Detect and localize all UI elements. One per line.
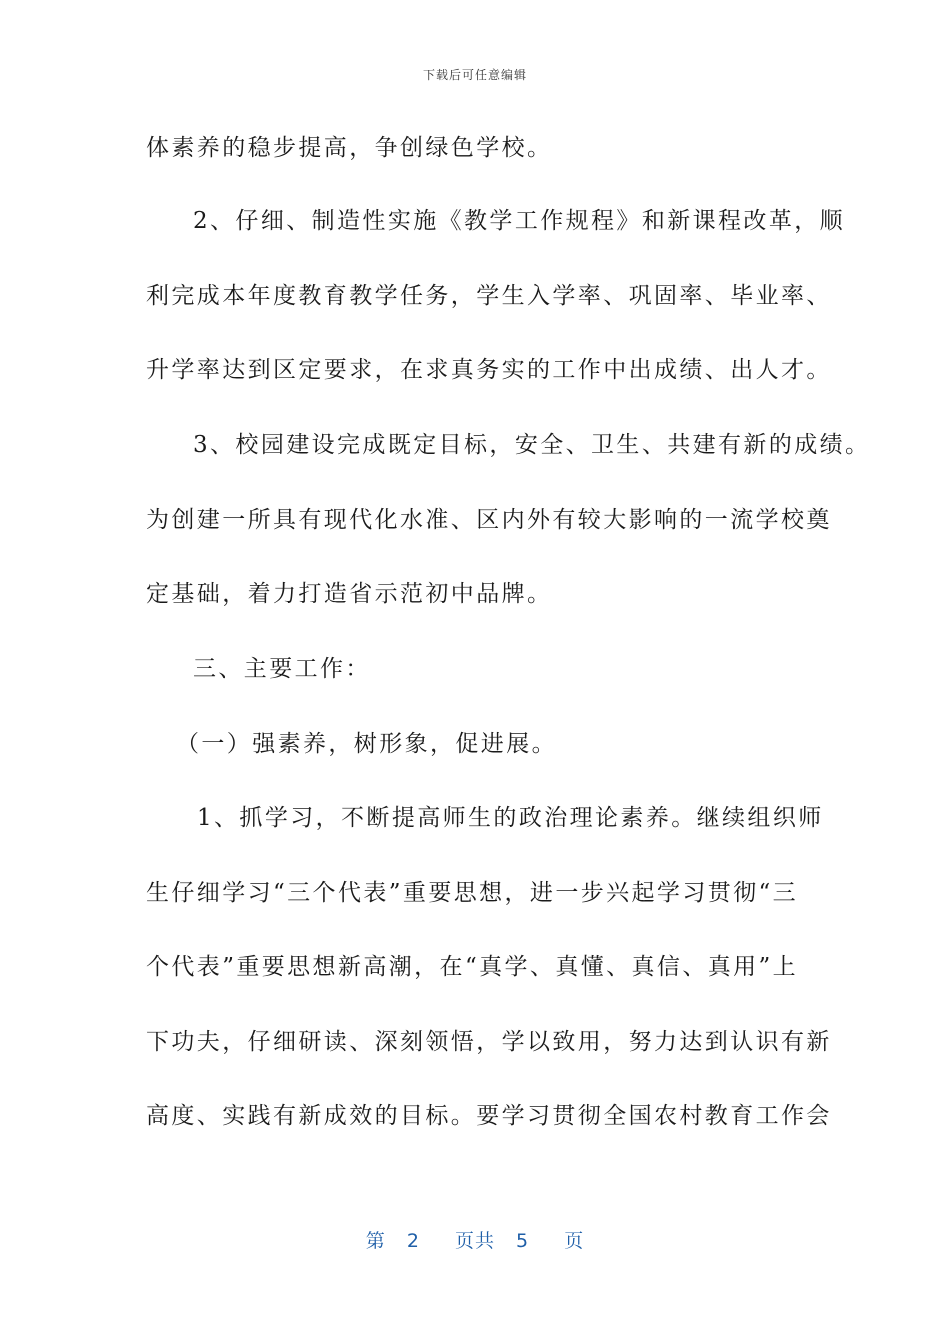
- body-line: 2、仔细、制造性实施《教学工作规程》和新课程改革，顺: [193, 208, 846, 234]
- footer-of-label: 页共: [454, 1230, 495, 1252]
- body-line: 定基础，着力打造省示范初中品牌。: [146, 581, 553, 607]
- footer-page-label: 第: [365, 1230, 386, 1252]
- footer-current-page: 2: [406, 1230, 420, 1252]
- body-line: 1、抓学习，不断提高师生的政治理论素养。继续组织师: [197, 805, 824, 831]
- header-note: 下载后可任意编辑: [422, 68, 527, 82]
- page-footer: [0, 1226, 950, 1253]
- body-line: 高度、实践有新成效的目标。要学习贯彻全国农村教育工作会: [146, 1103, 832, 1129]
- body-line: 体素养的稳步提高，争创绿色学校。: [146, 135, 553, 161]
- footer-end-label: 页: [564, 1230, 585, 1252]
- body-line: 3、校园建设完成既定目标，安全、卫生、共建有新的成绩。: [193, 432, 871, 458]
- body-line: 利完成本年度教育教学任务，学生入学率、巩固率、毕业率、: [146, 283, 832, 309]
- body-line: 生仔细学习“三个代表”重要思想，进一步兴起学习贯彻“三: [146, 880, 799, 906]
- body-line: 为创建一所具有现代化水准、区内外有较大影响的一流学校奠: [146, 507, 832, 533]
- footer-total-pages: 5: [516, 1230, 530, 1252]
- body-line: 个代表”重要思想新高潮，在“真学、真懂、真信、真用”上: [146, 954, 799, 980]
- section-heading: 三、主要工作：: [193, 656, 371, 682]
- body-line: 升学率达到区定要求，在求真务实的工作中出成绩、出人才。: [146, 357, 832, 383]
- subsection-heading: （一）强素养，树形象，促进展。: [176, 731, 557, 757]
- body-line: 下功夫，仔细研读、深刻领悟，学以致用，努力达到认识有新: [146, 1029, 832, 1055]
